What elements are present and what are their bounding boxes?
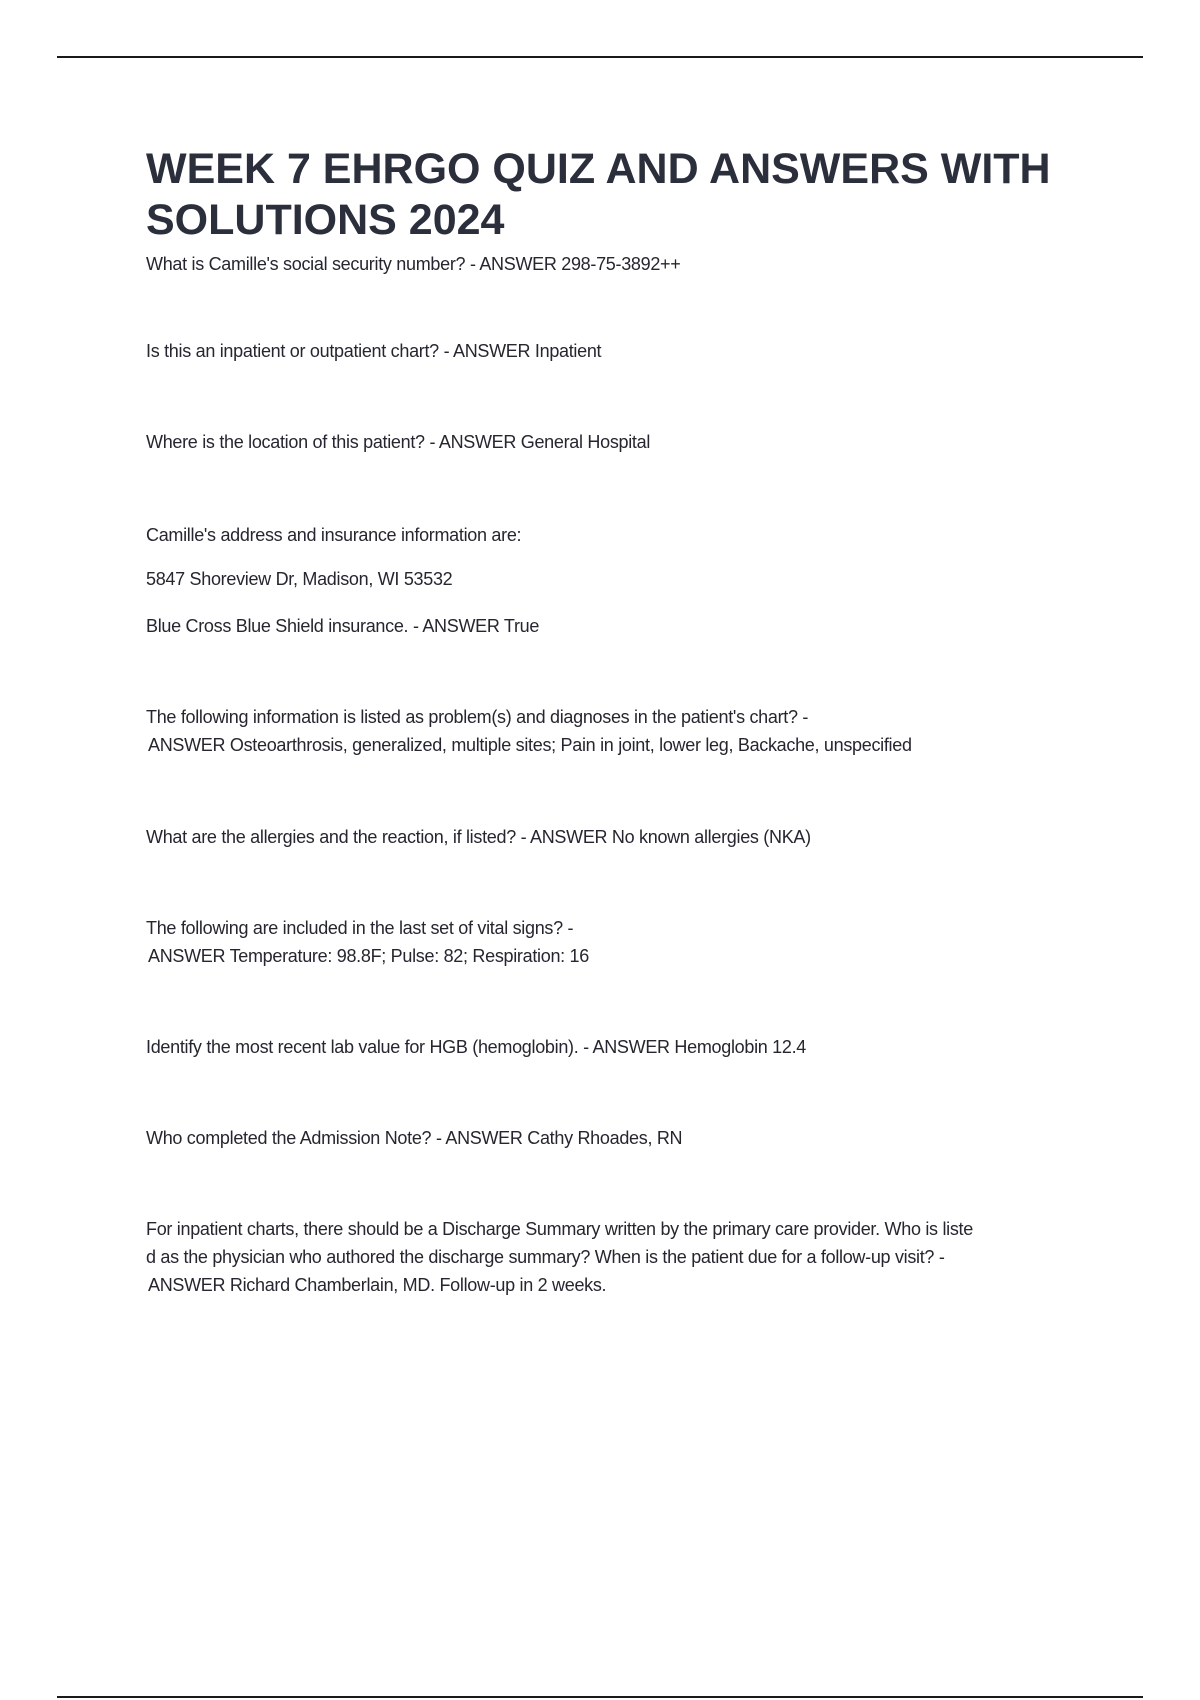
- qa-item-insurance: Blue Cross Blue Shield insurance. - ANSWER True: [146, 616, 540, 636]
- title-line-2: SOLUTIONS 2024: [146, 196, 505, 244]
- document-body: [146, 144, 1096, 1295]
- qa-item-chart-type: Is this an inpatient or outpatient chart? - ANSWER Inpatient: [146, 341, 602, 361]
- qa-discharge-answer: ANSWER Richard Chamberlain, MD. Follow-up in 2 weeks.: [148, 1275, 607, 1295]
- qa-item-diagnoses: [146, 703, 1096, 759]
- bottom-divider: [57, 1696, 1143, 1698]
- qa-discharge-line-1: For inpatient charts, there should be a Discharge Summary written by the primary care provider. Who is liste: [146, 1219, 973, 1239]
- qa-vitals-answer: ANSWER Temperature: 98.8F; Pulse: 82; Respiration: 16: [148, 946, 589, 966]
- qa-item-discharge: [146, 1215, 1096, 1299]
- qa-vitals-question: The following are included in the last set of vital signs? -: [146, 918, 574, 938]
- qa-item-allergies: What are the allergies and the reaction, if listed? - ANSWER No known allergies (NKA): [146, 827, 811, 847]
- top-divider: [57, 56, 1143, 58]
- qa-item-hemoglobin: Identify the most recent lab value for HGB (hemoglobin). - ANSWER Hemoglobin 12.4: [146, 1037, 807, 1057]
- qa-item-ssn: What is Camille's social security number? - ANSWER 298-75-3892++: [146, 254, 681, 274]
- title-line-1: WEEK 7 EHRGO QUIZ AND ANSWERS WITH: [146, 145, 1051, 193]
- qa-item-address-question: Camille's address and insurance information are:: [146, 525, 522, 545]
- qa-item-location: Where is the location of this patient? - ANSWER General Hospital: [146, 432, 651, 452]
- qa-discharge-line-2: d as the physician who authored the discharge summary? When is the patient due for a follow-up visit? -: [146, 1247, 945, 1267]
- qa-item-vitals: [146, 914, 1096, 970]
- qa-diagnoses-answer: ANSWER Osteoarthrosis, generalized, multiple sites; Pain in joint, lower leg, Backache, unspecified: [148, 735, 912, 755]
- qa-diagnoses-question: The following information is listed as problem(s) and diagnoses in the patient's chart? -: [146, 707, 809, 727]
- qa-item-address: 5847 Shoreview Dr, Madison, WI 53532: [146, 569, 453, 589]
- qa-item-admission-note: Who completed the Admission Note? - ANSWER Cathy Rhoades, RN: [146, 1128, 683, 1148]
- page-title: [146, 144, 1096, 246]
